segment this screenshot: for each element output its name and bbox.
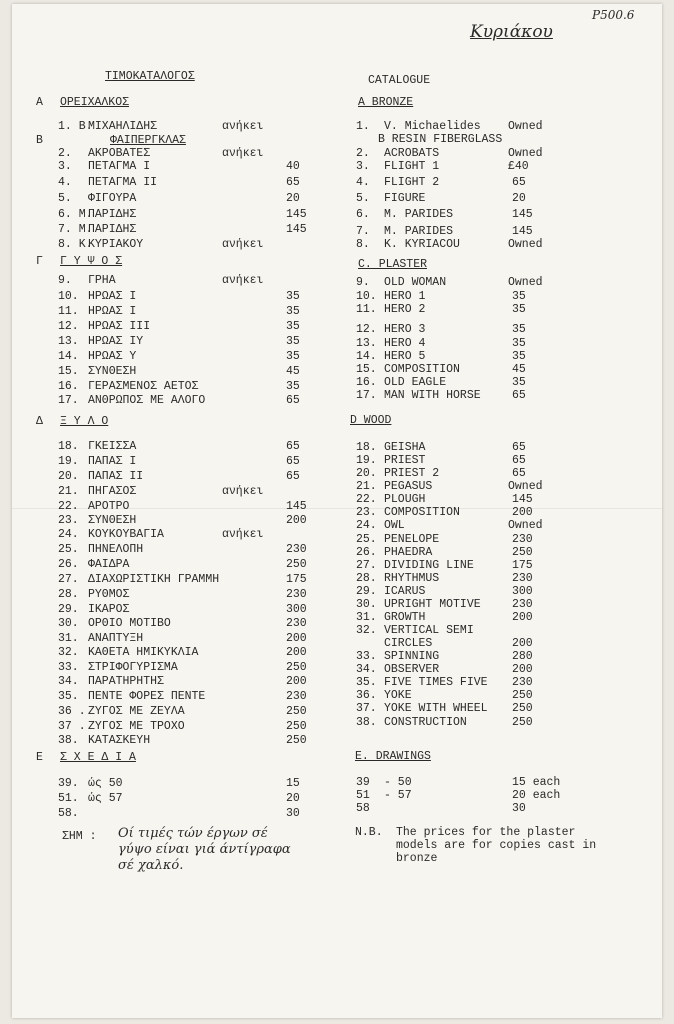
- english-item-name: YOKE WITH WHEEL: [384, 702, 488, 715]
- english-item-name: PRIEST: [384, 454, 426, 467]
- english-item-name: OLD EAGLE: [384, 376, 447, 389]
- greek-item-name: ΠΕΝΤΕ ΦΟΡΕΣ ΠΕΝΤΕ: [88, 690, 206, 703]
- greek-item-name: ΖΥΓΟΣ ΜΕ ΖΕΥΛΑ: [88, 705, 185, 718]
- english-item-name: COMPOSITION: [384, 363, 460, 376]
- greek-item-name: ΣΥΝΘΕΣΗ: [88, 365, 137, 378]
- english-section-e: E. DRAWINGS: [355, 750, 431, 763]
- greek-item-price: 230: [286, 543, 307, 556]
- english-section-b: B RESIN FIBERGLASS: [378, 133, 503, 146]
- greek-item-number: 21.: [58, 485, 79, 498]
- english-item-number: 7.: [356, 225, 370, 238]
- english-item-price: 250: [512, 702, 533, 715]
- greek-item-price: 15: [286, 777, 300, 790]
- english-item-number: 24.: [356, 519, 377, 532]
- greek-section-a-title: ΟΡΕΙΧΑΛΚΟΣ: [60, 96, 130, 109]
- greek-item-name: ΠΑΡΙΔΗΣ: [88, 208, 137, 221]
- greek-item-name: ΣΤΡΙΦΟΓΥΡΙΣΜΑ: [88, 661, 178, 674]
- english-item-price: 35: [512, 350, 526, 363]
- greek-item-name: ΚΑΤΑΣΚΕΥΗ: [88, 734, 151, 747]
- greek-item-price: ανήκει: [222, 120, 264, 133]
- english-item-number: 11.: [356, 303, 377, 316]
- greek-item-number: 30.: [58, 617, 79, 630]
- english-item-name: HERO 2: [384, 303, 426, 316]
- english-item-number: 51: [356, 789, 370, 802]
- greek-item-price: 145: [286, 208, 307, 221]
- english-item-number: 6.: [356, 208, 370, 221]
- greek-item-number: 1. Β.: [58, 120, 93, 133]
- english-item-price: Owned: [508, 238, 543, 251]
- english-item-price: 230: [512, 572, 533, 585]
- handwritten-name: Κυριάκου: [470, 22, 553, 42]
- english-item-name: FIGURE: [384, 192, 426, 205]
- english-item-number: 10.: [356, 290, 377, 303]
- english-item-number: 14.: [356, 350, 377, 363]
- greek-item-name: ΠΗΓΑΣΟΣ: [88, 485, 137, 498]
- greek-item-number: 34.: [58, 675, 79, 688]
- english-item-name: OLD WOMAN: [384, 276, 447, 289]
- english-item-price: 250: [512, 689, 533, 702]
- english-item-number: 38.: [356, 716, 377, 729]
- english-item-name: FLIGHT 2: [384, 176, 440, 189]
- greek-note-label: ΣΗΜ :: [62, 830, 97, 843]
- greek-item-number: 17.: [58, 394, 79, 407]
- greek-item-name: ΗΡΩΑΣ Ι: [88, 290, 137, 303]
- greek-item-name: ΓΚΕΙΣΣΑ: [88, 440, 137, 453]
- greek-item-name: ΠΕΤΑΓΜΑ ΙΙ: [88, 176, 158, 189]
- greek-item-price: 175: [286, 573, 307, 586]
- greek-item-name: ΠΑΡΙΔΗΣ: [88, 223, 137, 236]
- english-item-number: 4.: [356, 176, 370, 189]
- english-item-number: 39: [356, 776, 370, 789]
- english-item-name: SPINNING: [384, 650, 440, 663]
- handwritten-ref: P500.6: [592, 8, 635, 22]
- greek-section-e-letter: Ε: [36, 751, 43, 764]
- english-item-number: 20.: [356, 467, 377, 480]
- greek-item-price: 45: [286, 365, 300, 378]
- greek-item-price: 35: [286, 290, 300, 303]
- greek-note-line-3: σέ χαλκό.: [118, 858, 184, 873]
- greek-item-price: 35: [286, 380, 300, 393]
- english-item-price: 65: [512, 454, 526, 467]
- english-item-name: GEISHA: [384, 441, 426, 454]
- english-item-name: VERTICAL SEMI: [384, 624, 474, 637]
- greek-section-e-title: Σ Χ Ε Δ Ι Α: [60, 751, 136, 764]
- english-item-name: HERO 5: [384, 350, 426, 363]
- greek-item-price: 200: [286, 514, 307, 527]
- english-item-name: FIVE TIMES FIVE: [384, 676, 488, 689]
- english-item-price: 145: [512, 225, 533, 238]
- greek-section-b-letter: Β: [36, 134, 43, 147]
- english-item-price: 175: [512, 559, 533, 572]
- greek-item-name: ΓΕΡΑΣΜΕΝΟΣ ΑΕΤΟΣ: [88, 380, 199, 393]
- english-item-name: OWL: [384, 519, 405, 532]
- english-item-name: M. PARIDES: [384, 208, 454, 221]
- english-item-number: 22.: [356, 493, 377, 506]
- greek-section-g-title: Γ Υ Ψ Ο Σ: [60, 255, 123, 268]
- english-item-name: PHAEDRA: [384, 546, 433, 559]
- greek-item-number: 18.: [58, 440, 79, 453]
- english-item-name: - 57: [384, 789, 412, 802]
- english-item-name: GROWTH: [384, 611, 426, 624]
- greek-section-b-title: ΦΑΙΠΕΡΓΚΛΑΣ: [110, 134, 186, 147]
- english-item-price: 45: [512, 363, 526, 376]
- english-item-price: 200: [512, 611, 533, 624]
- greek-item-name: ΔΙΑΧΩΡΙΣΤΙΚΗ ΓΡΑΜΜΗ: [88, 573, 220, 586]
- english-item-number: 18.: [356, 441, 377, 454]
- english-note-line-2: models are for copies cast in: [396, 839, 597, 852]
- english-item-price: 145: [512, 208, 533, 221]
- greek-item-number: 38.: [58, 734, 79, 747]
- greek-item-name: ΠΑΠΑΣ ΙΙ: [88, 470, 144, 483]
- greek-item-number: 22.: [58, 500, 79, 513]
- greek-item-price: ανήκει: [222, 147, 264, 160]
- greek-item-number: 16.: [58, 380, 79, 393]
- greek-note-line-2: γύψο είναι γιά άντίγραφα: [118, 842, 291, 857]
- english-item-price: 250: [512, 546, 533, 559]
- english-item-price: 230: [512, 598, 533, 611]
- english-item-price: 200: [512, 637, 533, 650]
- greek-item-name: ΟΡΘΙΟ ΜΟΤΙΒΟ: [88, 617, 171, 630]
- greek-item-name: ΣΥΝΘΕΣΗ: [88, 514, 137, 527]
- greek-item-name: ΖΥΓΟΣ ΜΕ ΤΡΟΧΟ: [88, 720, 185, 733]
- greek-item-number: 25.: [58, 543, 79, 556]
- greek-item-number: 26.: [58, 558, 79, 571]
- english-item-price: 65: [512, 441, 526, 454]
- greek-item-number: 14.: [58, 350, 79, 363]
- english-item-number: 13.: [356, 337, 377, 350]
- greek-item-number: 2.: [58, 147, 72, 160]
- english-item-number: 21.: [356, 480, 377, 493]
- greek-item-number: 36 .: [58, 705, 86, 718]
- greek-item-price: 300: [286, 603, 307, 616]
- english-item-price: 35: [512, 376, 526, 389]
- greek-item-number: 33.: [58, 661, 79, 674]
- english-section-d: D WOOD: [350, 414, 392, 427]
- greek-item-price: 250: [286, 661, 307, 674]
- greek-item-price: 250: [286, 558, 307, 571]
- greek-item-number: 31.: [58, 632, 79, 645]
- greek-item-price: 65: [286, 470, 300, 483]
- greek-item-name: ΗΡΩΑΣ ΙΙΙ: [88, 320, 151, 333]
- english-item-number: 31.: [356, 611, 377, 624]
- greek-item-price: 230: [286, 617, 307, 630]
- english-item-number: 15.: [356, 363, 377, 376]
- english-item-number: 33.: [356, 650, 377, 663]
- greek-item-number: 23.: [58, 514, 79, 527]
- english-item-number: 12.: [356, 323, 377, 336]
- english-section-a: A BRONZE: [358, 96, 414, 109]
- english-item-name: RHYTHMUS: [384, 572, 440, 585]
- greek-item-price: 250: [286, 734, 307, 747]
- english-item-number: 35.: [356, 676, 377, 689]
- greek-item-number: 35.: [58, 690, 79, 703]
- english-item-number: 34.: [356, 663, 377, 676]
- greek-item-number: 9.: [58, 274, 72, 287]
- english-item-name: HERO 3: [384, 323, 426, 336]
- greek-item-name: ΙΚΑΡΟΣ: [88, 603, 130, 616]
- english-item-name: - 50: [384, 776, 412, 789]
- english-item-number: 37.: [356, 702, 377, 715]
- greek-title: ΤΙΜΟΚΑΤΑΛΟΓΟΣ: [105, 70, 195, 83]
- greek-item-number: 19.: [58, 455, 79, 468]
- english-item-number: 19.: [356, 454, 377, 467]
- english-note-line-1: The prices for the plaster: [396, 826, 576, 839]
- greek-item-price: 35: [286, 335, 300, 348]
- greek-item-number: 28.: [58, 588, 79, 601]
- english-item-number: 30.: [356, 598, 377, 611]
- greek-item-name: ΠΗΝΕΛΟΠΗ: [88, 543, 144, 556]
- english-item-price: 65: [512, 176, 526, 189]
- english-item-number: 32.: [356, 624, 377, 637]
- english-item-price: 145: [512, 493, 533, 506]
- english-item-price: 230: [512, 533, 533, 546]
- english-item-price: 300: [512, 585, 533, 598]
- english-item-name: PLOUGH: [384, 493, 426, 506]
- greek-item-price: ανήκει: [222, 274, 264, 287]
- english-item-number: 5.: [356, 192, 370, 205]
- english-item-price: 65: [512, 467, 526, 480]
- english-section-c: C. PLASTER: [358, 258, 428, 271]
- english-item-name: V. Michaelides: [384, 120, 481, 133]
- english-item-name: HERO 4: [384, 337, 426, 350]
- english-item-number: 17.: [356, 389, 377, 402]
- greek-section-d-letter: Δ: [36, 415, 43, 428]
- english-item-name: ACROBATS: [384, 147, 440, 160]
- greek-item-price: 20: [286, 792, 300, 805]
- greek-section-d-title: Ξ Υ Λ Ο: [60, 415, 109, 428]
- english-item-number: 8.: [356, 238, 370, 251]
- greek-item-name: ΚΥΡΙΑΚΟΥ: [88, 238, 144, 251]
- greek-item-name: ώς 50: [88, 777, 123, 790]
- greek-item-price: 40: [286, 160, 300, 173]
- english-item-name: MAN WITH HORSE: [384, 389, 481, 402]
- english-item-price: 35: [512, 303, 526, 316]
- english-item-number: 36.: [356, 689, 377, 702]
- greek-item-price: 145: [286, 500, 307, 513]
- greek-item-name: ΠΑΠΑΣ Ι: [88, 455, 137, 468]
- english-item-number: 23.: [356, 506, 377, 519]
- greek-item-name: ΗΡΩΑΣ Ι: [88, 305, 137, 318]
- greek-item-name: ΦΙΓΟΥΡΑ: [88, 192, 137, 205]
- english-title: CATALOGUE: [368, 74, 431, 87]
- english-item-number: 9.: [356, 276, 370, 289]
- greek-item-number: 6. Μ.: [58, 208, 93, 221]
- greek-item-number: 3.: [58, 160, 72, 173]
- greek-item-price: ανήκει: [222, 485, 264, 498]
- english-item-name: M. PARIDES: [384, 225, 454, 238]
- english-item-price: 20 each: [512, 789, 561, 802]
- greek-item-number: 58.: [58, 807, 79, 820]
- english-item-price: 200: [512, 663, 533, 676]
- english-item-name: UPRIGHT MOTIVE: [384, 598, 481, 611]
- greek-item-price: 200: [286, 646, 307, 659]
- english-item-number: 58: [356, 802, 370, 815]
- greek-item-number: 15.: [58, 365, 79, 378]
- english-item-number: 3.: [356, 160, 370, 173]
- english-item-price: Owned: [508, 276, 543, 289]
- english-item-name: PEGASUS: [384, 480, 433, 493]
- english-item-price: 35: [512, 323, 526, 336]
- english-item-price: Owned: [508, 519, 543, 532]
- english-item-price: 250: [512, 716, 533, 729]
- english-item-name: K. KYRIACOU: [384, 238, 460, 251]
- english-item-price: 65: [512, 389, 526, 402]
- greek-item-price: 20: [286, 192, 300, 205]
- english-item-price: 35: [512, 290, 526, 303]
- greek-note-line-1: Οί τιμές τών έργων σέ: [118, 826, 268, 841]
- greek-item-price: 65: [286, 440, 300, 453]
- english-item-name: CONSTRUCTION: [384, 716, 467, 729]
- greek-item-name: ΚΑΘΕΤΑ ΗΜΙΚΥΚΛΙΑ: [88, 646, 199, 659]
- english-item-name: CIRCLES: [384, 637, 433, 650]
- greek-item-price: 200: [286, 675, 307, 688]
- greek-item-price: 250: [286, 720, 307, 733]
- greek-item-price: 65: [286, 176, 300, 189]
- greek-item-number: 5.: [58, 192, 72, 205]
- english-item-name: HERO 1: [384, 290, 426, 303]
- english-note-line-3: bronze: [396, 852, 438, 865]
- greek-item-price: 230: [286, 588, 307, 601]
- greek-item-price: 250: [286, 705, 307, 718]
- greek-item-number: 24.: [58, 528, 79, 541]
- english-item-number: 16.: [356, 376, 377, 389]
- greek-item-number: 7. Μ.: [58, 223, 93, 236]
- greek-item-name: ΑΚΡΟΒΑΤΕΣ: [88, 147, 151, 160]
- english-item-number: 2.: [356, 147, 370, 160]
- english-item-number: 25.: [356, 533, 377, 546]
- greek-item-number: 51.: [58, 792, 79, 805]
- greek-item-name: ΑΡΟΤΡΟ: [88, 500, 130, 513]
- greek-item-number: 27.: [58, 573, 79, 586]
- greek-item-number: 37 .: [58, 720, 86, 733]
- greek-item-number: 32.: [58, 646, 79, 659]
- english-item-price: 15 each: [512, 776, 561, 789]
- greek-item-name: ΠΕΤΑΓΜΑ Ι: [88, 160, 151, 173]
- english-item-price: Owned: [508, 480, 543, 493]
- english-item-number: 1.: [356, 120, 370, 133]
- greek-item-number: 10.: [58, 290, 79, 303]
- english-item-name: OBSERVER: [384, 663, 440, 676]
- greek-item-price: 230: [286, 690, 307, 703]
- greek-item-name: ΦΑΙΔΡΑ: [88, 558, 130, 571]
- english-item-name: DIVIDING LINE: [384, 559, 474, 572]
- english-item-name: PENELOPE: [384, 533, 440, 546]
- english-item-name: YOKE: [384, 689, 412, 702]
- english-item-price: 200: [512, 506, 533, 519]
- greek-item-name: ΗΡΩΑΣ Υ: [88, 350, 137, 363]
- greek-item-price: 35: [286, 305, 300, 318]
- english-item-number: 29.: [356, 585, 377, 598]
- greek-item-name: ΓΡΗΑ: [88, 274, 116, 287]
- greek-item-number: 4.: [58, 176, 72, 189]
- english-item-number: 27.: [356, 559, 377, 572]
- greek-item-name: ΑΝΘΡΩΠΟΣ ΜΕ ΑΛΟΓΟ: [88, 394, 206, 407]
- greek-item-number: 13.: [58, 335, 79, 348]
- greek-item-number: 39.: [58, 777, 79, 790]
- english-note-label: N.B.: [355, 826, 383, 839]
- greek-section-g-letter: Γ: [36, 255, 43, 268]
- english-item-number: 26.: [356, 546, 377, 559]
- english-item-price: 30: [512, 802, 526, 815]
- greek-item-price: 35: [286, 350, 300, 363]
- english-item-name: ICARUS: [384, 585, 426, 598]
- english-item-price: 230: [512, 676, 533, 689]
- greek-item-name: ΗΡΩΑΣ ΙΥ: [88, 335, 144, 348]
- greek-item-price: 35: [286, 320, 300, 333]
- greek-item-price: 30: [286, 807, 300, 820]
- greek-item-number: 29.: [58, 603, 79, 616]
- english-item-price: Owned: [508, 147, 543, 160]
- greek-item-name: ΠΑΡΑΤΗΡΗΤΗΣ: [88, 675, 164, 688]
- greek-item-name: ΜΙΧΑΗΛΙΔΗΣ: [88, 120, 158, 133]
- greek-item-name: ΚΟΥΚΟΥΒΑΓΙΑ: [88, 528, 164, 541]
- english-item-price: 20: [512, 192, 526, 205]
- greek-item-name: ώς 57: [88, 792, 123, 805]
- english-item-name: PRIEST 2: [384, 467, 440, 480]
- english-item-price: Owned: [508, 120, 543, 133]
- greek-section-a-letter: Α: [36, 96, 43, 109]
- greek-item-price: 65: [286, 394, 300, 407]
- english-item-price: 280: [512, 650, 533, 663]
- english-item-name: COMPOSITION: [384, 506, 460, 519]
- greek-item-number: 20.: [58, 470, 79, 483]
- greek-item-price: 65: [286, 455, 300, 468]
- english-item-name: FLIGHT 1: [384, 160, 440, 173]
- english-item-price: £40: [508, 160, 529, 173]
- greek-item-number: 12.: [58, 320, 79, 333]
- greek-item-number: 8. Κ.: [58, 238, 93, 251]
- greek-item-price: ανήκει: [222, 528, 264, 541]
- greek-item-number: 11.: [58, 305, 79, 318]
- english-item-price: 35: [512, 337, 526, 350]
- english-item-number: 28.: [356, 572, 377, 585]
- greek-item-name: ΡΥΘΜΟΣ: [88, 588, 130, 601]
- greek-item-price: ανήκει: [222, 238, 264, 251]
- greek-item-price: 145: [286, 223, 307, 236]
- greek-item-price: 200: [286, 632, 307, 645]
- greek-item-name: ΑΝΑΠΤΥΞΗ: [88, 632, 144, 645]
